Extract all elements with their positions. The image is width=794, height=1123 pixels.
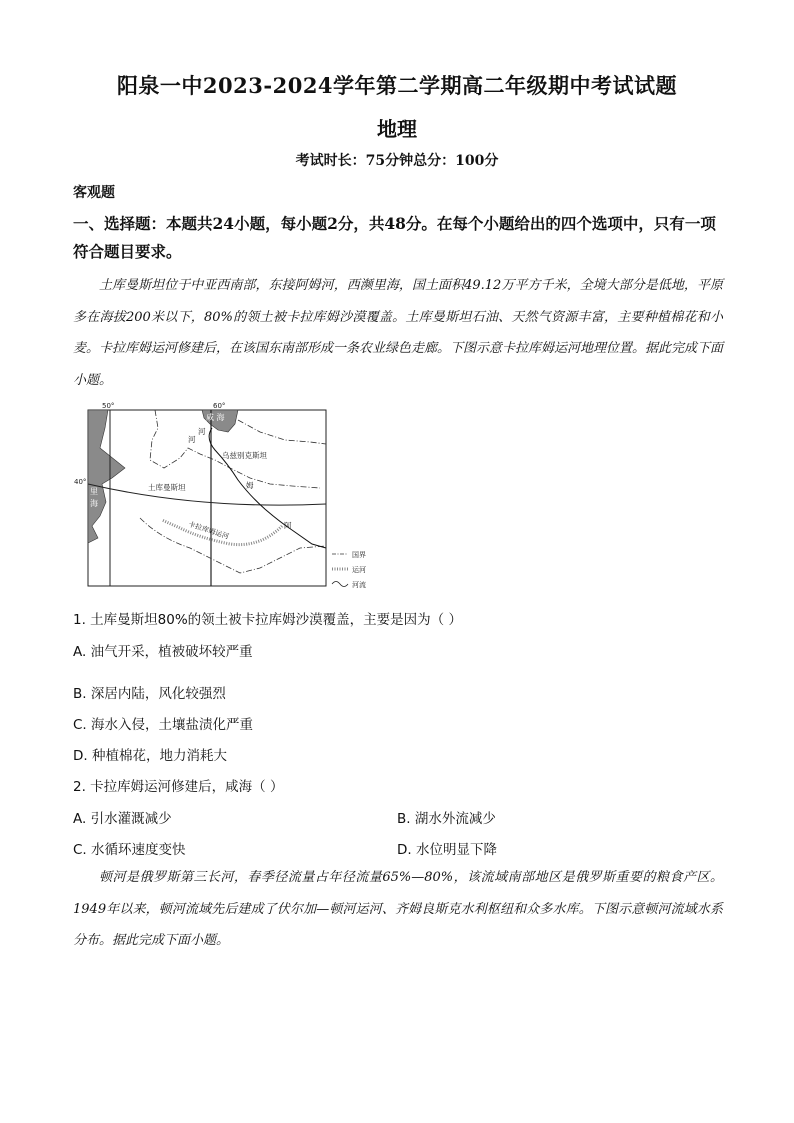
caspian-label-1: 里 bbox=[90, 487, 98, 496]
q1-option-a[interactable]: A. 油气开采，植被破坏较严重 bbox=[73, 644, 253, 660]
section-label: 客观题 bbox=[73, 185, 115, 201]
passage-turkmenistan: 土库曼斯坦位于中亚西南部，东接阿姆河，西濒里海，国土面积49.12万平方千米，全境大部分是低地，平原多在海拔200米以下，80%的领土被卡拉库姆沙漠覆盖。土库曼斯坦石油、天然气资源丰富，主要种植棉花和小麦。卡拉库姆运河修建后，在该国东南部形成一条农业绿色走廊。下图示意卡拉库姆运河地理位置。据此完成下面小题。 bbox=[73, 278, 724, 388]
legend-border-label: 国界 bbox=[352, 551, 366, 559]
q1-option-b[interactable]: B. 深居内陆，风化较强烈 bbox=[73, 686, 226, 702]
section-instruction: 一、选择题：本题共24小题，每小题2分，共48分。在每个小题给出的四个选项中，只有一项符合题目要求。 bbox=[73, 214, 716, 261]
lon-50-label: 50° bbox=[102, 402, 115, 410]
exam-title: 阳泉一中2023-2024学年第二学期高二年级期中考试试题 bbox=[116, 73, 678, 98]
question-1-stem: 1. 土库曼斯坦80%的领土被卡拉库姆沙漠覆盖，主要是因为（ ） bbox=[73, 612, 462, 628]
canal-label: 卡拉库姆运河 bbox=[187, 520, 230, 541]
q2-option-c[interactable]: C. 水循环速度变快 bbox=[73, 842, 186, 858]
karakum-canal-map bbox=[70, 398, 390, 598]
uzbekistan-label: 乌兹别克斯坦 bbox=[222, 451, 267, 460]
map-legend bbox=[332, 550, 366, 589]
lat-40-label: 40° bbox=[74, 478, 87, 486]
passage-don-river: 顿河是俄罗斯第三长河，春季径流量占年径流量65%—80%，该流域南部地区是俄罗斯重要的粮食产区。1949年以来，顿河流域先后建成了伏尔加—顿河运河、齐姆良斯克水利枢纽和众多水库。下图示意顿河流域水系分布。据此完成下面小题。 bbox=[73, 870, 723, 948]
river-label-3: 姆 bbox=[246, 481, 254, 490]
river-label-1: 河 bbox=[188, 435, 196, 444]
q1-option-c[interactable]: C. 海水入侵，土壤盐渍化严重 bbox=[73, 717, 254, 733]
river-label-4: 河 bbox=[198, 427, 206, 436]
subject-title: 地理 bbox=[377, 117, 417, 141]
question-2-stem: 2. 卡拉库姆运河修建后，咸海（ ） bbox=[73, 779, 284, 795]
legend-canal-label: 运河 bbox=[352, 566, 366, 574]
exam-time-info: 考试时长：75分钟总分：100分 bbox=[295, 153, 499, 169]
turkmenistan-label: 土库曼斯坦 bbox=[148, 483, 186, 492]
aral-sea-label: 咸 海 bbox=[206, 413, 225, 422]
legend-river-label: 河流 bbox=[352, 581, 366, 589]
q2-option-a[interactable]: A. 引水灌溉减少 bbox=[73, 811, 172, 827]
lon-60-label: 60° bbox=[213, 402, 226, 410]
q2-option-d[interactable]: D. 水位明显下降 bbox=[397, 842, 497, 858]
map-frame bbox=[88, 410, 326, 586]
caspian-label-2: 海 bbox=[90, 499, 98, 508]
q2-option-b[interactable]: B. 湖水外流减少 bbox=[397, 811, 496, 827]
river-label-2: 阿 bbox=[284, 521, 292, 530]
q1-option-d[interactable]: D. 种植棉花，地力消耗大 bbox=[73, 748, 227, 764]
